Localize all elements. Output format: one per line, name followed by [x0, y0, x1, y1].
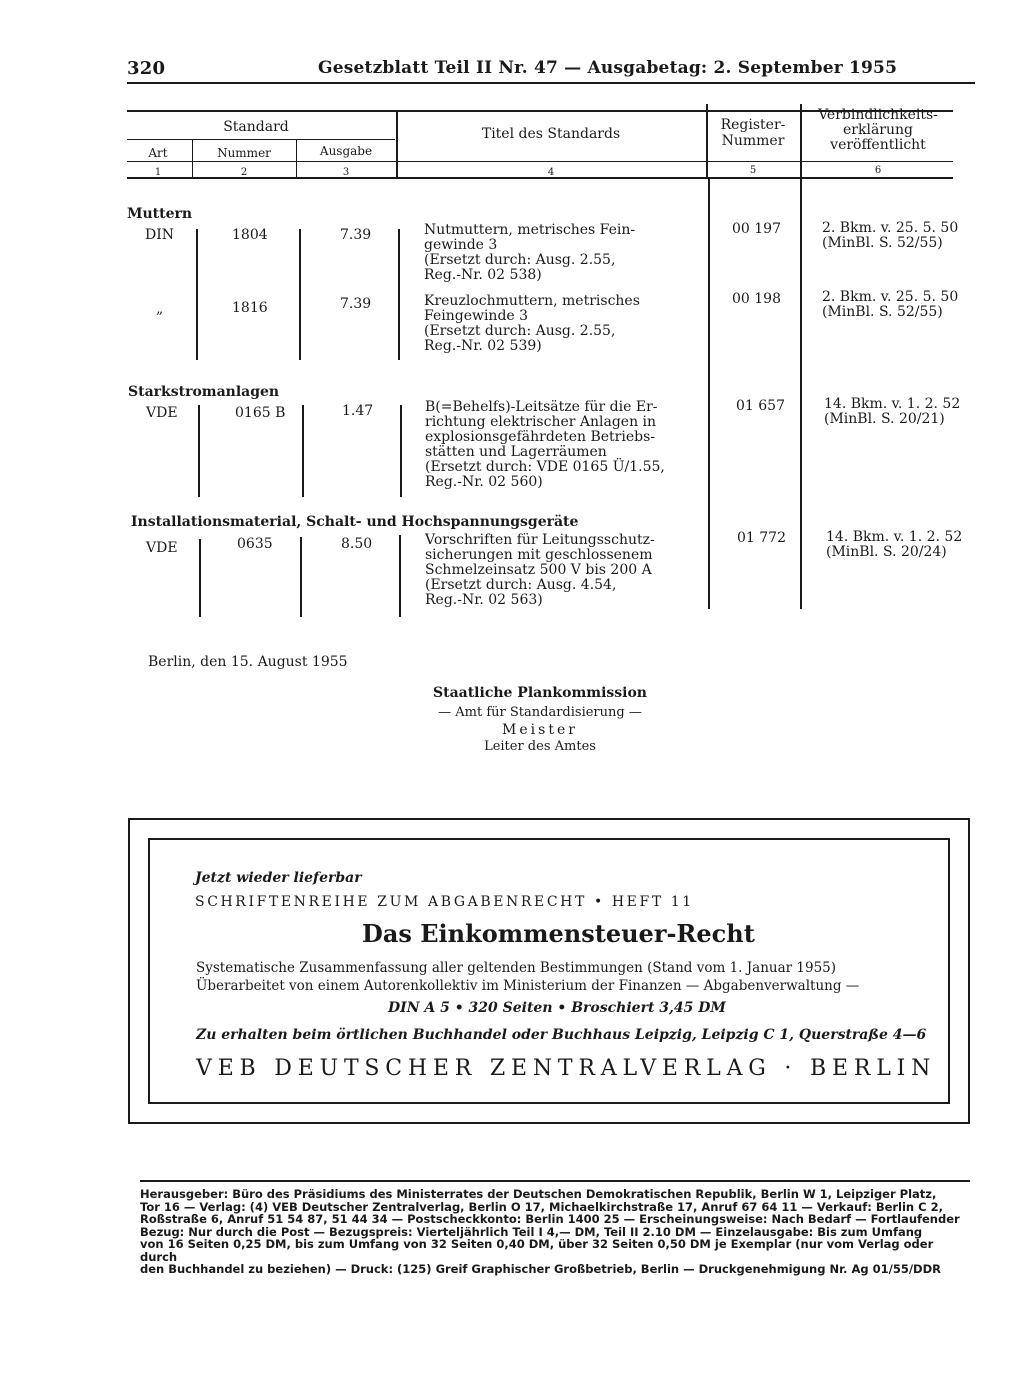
- header-divider: [296, 140, 297, 178]
- ad-publisher: VEB DEUTSCHER ZENTRALVERLAG · BERLIN: [196, 1056, 937, 1081]
- cell-art: VDE: [146, 540, 178, 556]
- cell-titel: Nutmuttern, metrisches Fein- gewinde 3 (Ersetzt durch: Ausg. 2.55, Reg.-Nr. 02 538): [424, 222, 636, 283]
- cell-titel: Kreuzlochmuttern, metrisches Feingewinde 3 (Ersetzt durch: Ausg. 2.55, Reg.-Nr. 02 539): [424, 293, 640, 354]
- row-divider: [399, 535, 401, 617]
- row-divider: [199, 539, 201, 617]
- ad-description-1: Systematische Zusammenfassung aller geltenden Bestimmungen (Stand vom 1. Januar 1955): [196, 960, 837, 976]
- section-heading: Muttern: [127, 206, 193, 222]
- colnum-5: 5: [749, 165, 757, 176]
- cell-ausgabe: 7.39: [340, 227, 372, 243]
- row-divider: [299, 229, 301, 360]
- colnum-2: 2: [240, 167, 248, 178]
- cell-nummer: 1816: [232, 300, 268, 316]
- cell-register: 01 772: [737, 530, 786, 546]
- colnum-1: 1: [154, 167, 162, 178]
- col-nummer: Nummer: [217, 146, 271, 160]
- cell-nummer: 1804: [232, 227, 268, 243]
- row-divider: [196, 229, 198, 360]
- cell-ausgabe: 8.50: [341, 536, 373, 552]
- cell-register: 01 657: [736, 398, 785, 414]
- cell-art: VDE: [146, 405, 178, 421]
- cell-titel: B(=Behelfs)-Leitsätze für die Er- richtung elektrischer Anlagen in explosionsgefährdeten Betriebs- stätten und Lagerräumen (Ersetzt durch: VDE 0165 Ü/1.55, Reg.-Nr. 02 560): [425, 399, 665, 490]
- ad-kicker: Jetzt wieder lieferbar: [195, 870, 362, 886]
- page-number: 320: [127, 58, 166, 79]
- signing-authority: Staatliche Plankommission: [433, 685, 647, 701]
- cell-register: 00 197: [732, 221, 781, 237]
- cell-register: 00 198: [732, 291, 781, 307]
- col-register: Register- Nummer: [720, 117, 786, 149]
- signer-name: Meister: [502, 722, 578, 738]
- colnum-6: 6: [874, 165, 882, 176]
- cell-verbindlich: 14. Bkm. v. 1. 2. 52 (MinBl. S. 20/21): [824, 396, 961, 427]
- col-standard: Standard: [223, 119, 289, 135]
- row-divider: [302, 405, 304, 497]
- ad-title: Das Einkommensteuer-Recht: [362, 919, 755, 948]
- signer-role: Leiter des Amtes: [484, 739, 596, 754]
- row-divider: [398, 229, 400, 360]
- header-divider: [396, 110, 398, 178]
- header-rule: [127, 82, 975, 84]
- cell-art: „: [156, 301, 164, 317]
- col-ausgabe: Ausgabe: [319, 144, 373, 158]
- header-divider: [192, 140, 193, 178]
- ad-availability: Zu erhalten beim örtlichen Buchhandel oder Buchhaus Leipzig, Leipzig C 1, Querstraße 4—6: [196, 1027, 927, 1043]
- row-divider: [400, 405, 402, 497]
- row-divider: [198, 405, 200, 497]
- section-heading: Starkstromanlagen: [128, 384, 280, 400]
- cell-ausgabe: 7.39: [340, 296, 372, 312]
- place-date: Berlin, den 15. August 1955: [148, 654, 348, 670]
- col-titel: Titel des Standards: [481, 126, 621, 142]
- cell-titel: Vorschriften für Leitungsschutz- sicherungen mit geschlossenem Schmelzeinsatz 500 V bis 200 A (Ersetzt durch: Ausg. 4.54, Reg.-Nr. 02 563): [425, 532, 655, 608]
- ad-format-price: DIN A 5 • 320 Seiten • Broschiert 3,45 DM: [388, 1000, 726, 1016]
- cell-ausgabe: 1.47: [342, 403, 374, 419]
- cell-art: DIN: [145, 227, 175, 243]
- standard-sub-rule: [127, 139, 395, 140]
- cell-verbindlich: 2. Bkm. v. 25. 5. 50 (MinBl. S. 52/55): [822, 289, 959, 320]
- colnum-4: 4: [547, 167, 555, 178]
- colnum-3: 3: [342, 167, 350, 178]
- cell-nummer: 0165 B: [235, 405, 286, 421]
- ad-description-2: Überarbeitet von einem Autorenkollektiv im Ministerium der Finanzen — Abgabenverwaltung —: [196, 978, 860, 994]
- col-art: Art: [148, 146, 168, 160]
- col-verbindlich: Verbindlichkeits- erklärung veröffentlicht: [818, 107, 938, 153]
- running-title: Gesetzblatt Teil II Nr. 47 — Ausgabetag: 2. September 1955: [318, 58, 898, 78]
- section-heading: Installationsmaterial, Schalt- und Hochspannungsgeräte: [131, 514, 579, 530]
- cell-verbindlich: 2. Bkm. v. 25. 5. 50 (MinBl. S. 52/55): [822, 220, 959, 251]
- cell-nummer: 0635: [237, 536, 273, 552]
- advertisement-box: [128, 818, 970, 1124]
- imprint-rule: [140, 1180, 970, 1182]
- cell-verbindlich: 14. Bkm. v. 1. 2. 52 (MinBl. S. 20/24): [826, 529, 963, 560]
- imprint: Herausgeber: Büro des Präsidiums des Ministerrates der Deutschen Demokratischen Republik, Berlin W 1, Leipziger Platz, Tor 16 — Verlag: (4) VEB Deutscher Zentralverlag, Berlin O 17, Michaelkirchstraße 17, Anruf 67 64 11 — Verkauf: Berlin C 2, Roßstraße 6, Anruf 51 54 87, 51 44 34 — Postscheckkonto: Berlin 1400 25 — Erscheinungsweise: Nach Bedarf — Fortlaufender Bezug: Nur durch die Post — Bezugspreis: Vierteljährlich Teil I 4,— DM, Teil II 2.10 DM — Einzelausgabe: Bis zum Umfang von 16 Seiten 0,25 DM, bis zum Umfang von 32 Seiten 0,40 DM, über 32 Seiten 0,50 DM je Exemplar (nur vom Verlag oder durch den Buchhandel zu beziehen) — Druck: (125) Greif Graphischer Großbetrieb, Berlin — Druckgenehmigung Nr. Ag 01/55/DDR: [140, 1187, 960, 1276]
- row-divider: [300, 537, 302, 617]
- signing-office: — Amt für Standardisierung —: [438, 705, 642, 720]
- ad-series: SCHRIFTENREIHE ZUM ABGABENRECHT • HEFT 11: [195, 894, 694, 910]
- register-divider-right: [800, 179, 802, 609]
- header-divider: [800, 104, 802, 178]
- header-bottom-rule: [127, 161, 953, 162]
